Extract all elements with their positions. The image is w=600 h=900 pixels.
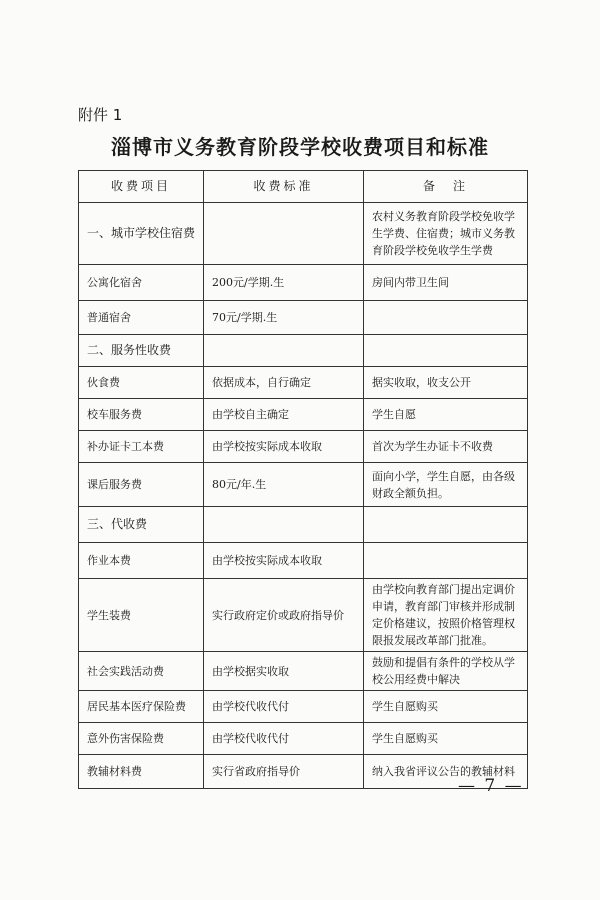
fee-item-cell: 校车服务费 [79,399,204,431]
fee-item-cell: 居民基本医疗保险费 [79,691,204,723]
table-row [79,431,528,463]
table-row [79,367,528,399]
fee-item-cell: 二、服务性收费 [79,335,204,367]
header-item: 收费项目 [79,171,204,203]
fee-note-cell: 学生自愿 [364,399,528,431]
fee-standard-cell: 由学校按实际成本收取 [204,543,364,579]
document-title: 淄博市义务教育阶段学校收费项目和标准 [111,135,489,159]
table-row [79,203,528,265]
table-row [79,579,528,652]
header-note: 备 注 [364,171,528,203]
fee-note-cell: 面向小学，学生自愿，由各级财政全额负担。 [364,463,528,507]
fee-item-cell: 社会实践活动费 [79,652,204,691]
fee-standard-cell: 80元/年.生 [204,463,364,507]
fee-item-cell: 教辅材料费 [79,755,204,789]
fee-note-cell [364,301,528,335]
fee-item-cell: 作业本费 [79,543,204,579]
fee-table-body [79,203,528,789]
table-row [79,723,528,755]
fee-note-cell [364,507,528,543]
fee-standard-cell [204,335,364,367]
fee-standard-cell: 200元/学期.生 [204,265,364,301]
fee-standard-cell [204,507,364,543]
fee-item-cell: 意外伤害保险费 [79,723,204,755]
fee-note-cell: 由学校向教育部门提出定调价申请，教育部门审核并形成制定价格建议，按照价格管理权限报发展改革部门批准。 [364,579,528,652]
fee-item-cell: 补办证卡工本费 [79,431,204,463]
fee-item-cell: 普通宿舍 [79,301,204,335]
table-header-row [79,171,528,203]
fee-note-cell: 农村义务教育阶段学校免收学生学费、住宿费；城市义务教育阶段学校免收学生学费 [364,203,528,265]
attachment-label: 附件 1 [78,106,123,124]
fee-item-cell: 伙食费 [79,367,204,399]
fee-item-cell: 三、代收费 [79,507,204,543]
fee-note-cell [364,543,528,579]
fee-note-cell: 首次为学生办证卡不收费 [364,431,528,463]
header-standard: 收费标准 [204,171,364,203]
fee-standard-cell: 实行省政府指导价 [204,755,364,789]
fee-note-cell: 学生自愿购买 [364,723,528,755]
fee-item-cell: 课后服务费 [79,463,204,507]
table-row [79,543,528,579]
fee-table [78,170,528,789]
table-row [79,399,528,431]
page-number: — 7 — [458,776,524,796]
fee-standard-cell: 由学校自主确定 [204,399,364,431]
fee-note-cell: 学生自愿购买 [364,691,528,723]
fee-standard-cell: 由学校按实际成本收取 [204,431,364,463]
fee-standard-cell: 由学校代收代付 [204,723,364,755]
fee-note-cell: 房间内带卫生间 [364,265,528,301]
fee-standard-cell: 由学校代收代付 [204,691,364,723]
table-row [79,507,528,543]
table-row [79,463,528,507]
fee-standard-cell: 依据成本，自行确定 [204,367,364,399]
fee-standard-cell: 70元/学期.生 [204,301,364,335]
fee-standard-cell: 由学校据实收取 [204,652,364,691]
fee-standard-cell [204,203,364,265]
fee-item-cell: 学生装费 [79,579,204,652]
fee-note-cell: 纳入我省评议公告的教辅材料 [364,755,528,789]
fee-note-cell [364,335,528,367]
table-row [79,301,528,335]
fee-standard-cell: 实行政府定价或政府指导价 [204,579,364,652]
fee-item-cell: 一、城市学校住宿费 [79,203,204,265]
fee-note-cell: 鼓励和提倡有条件的学校从学校公用经费中解决 [364,652,528,691]
fee-note-cell: 据实收取，收支公开 [364,367,528,399]
table-row [79,691,528,723]
table-row [79,335,528,367]
table-row [79,652,528,691]
table-row [79,265,528,301]
fee-item-cell: 公寓化宿舍 [79,265,204,301]
